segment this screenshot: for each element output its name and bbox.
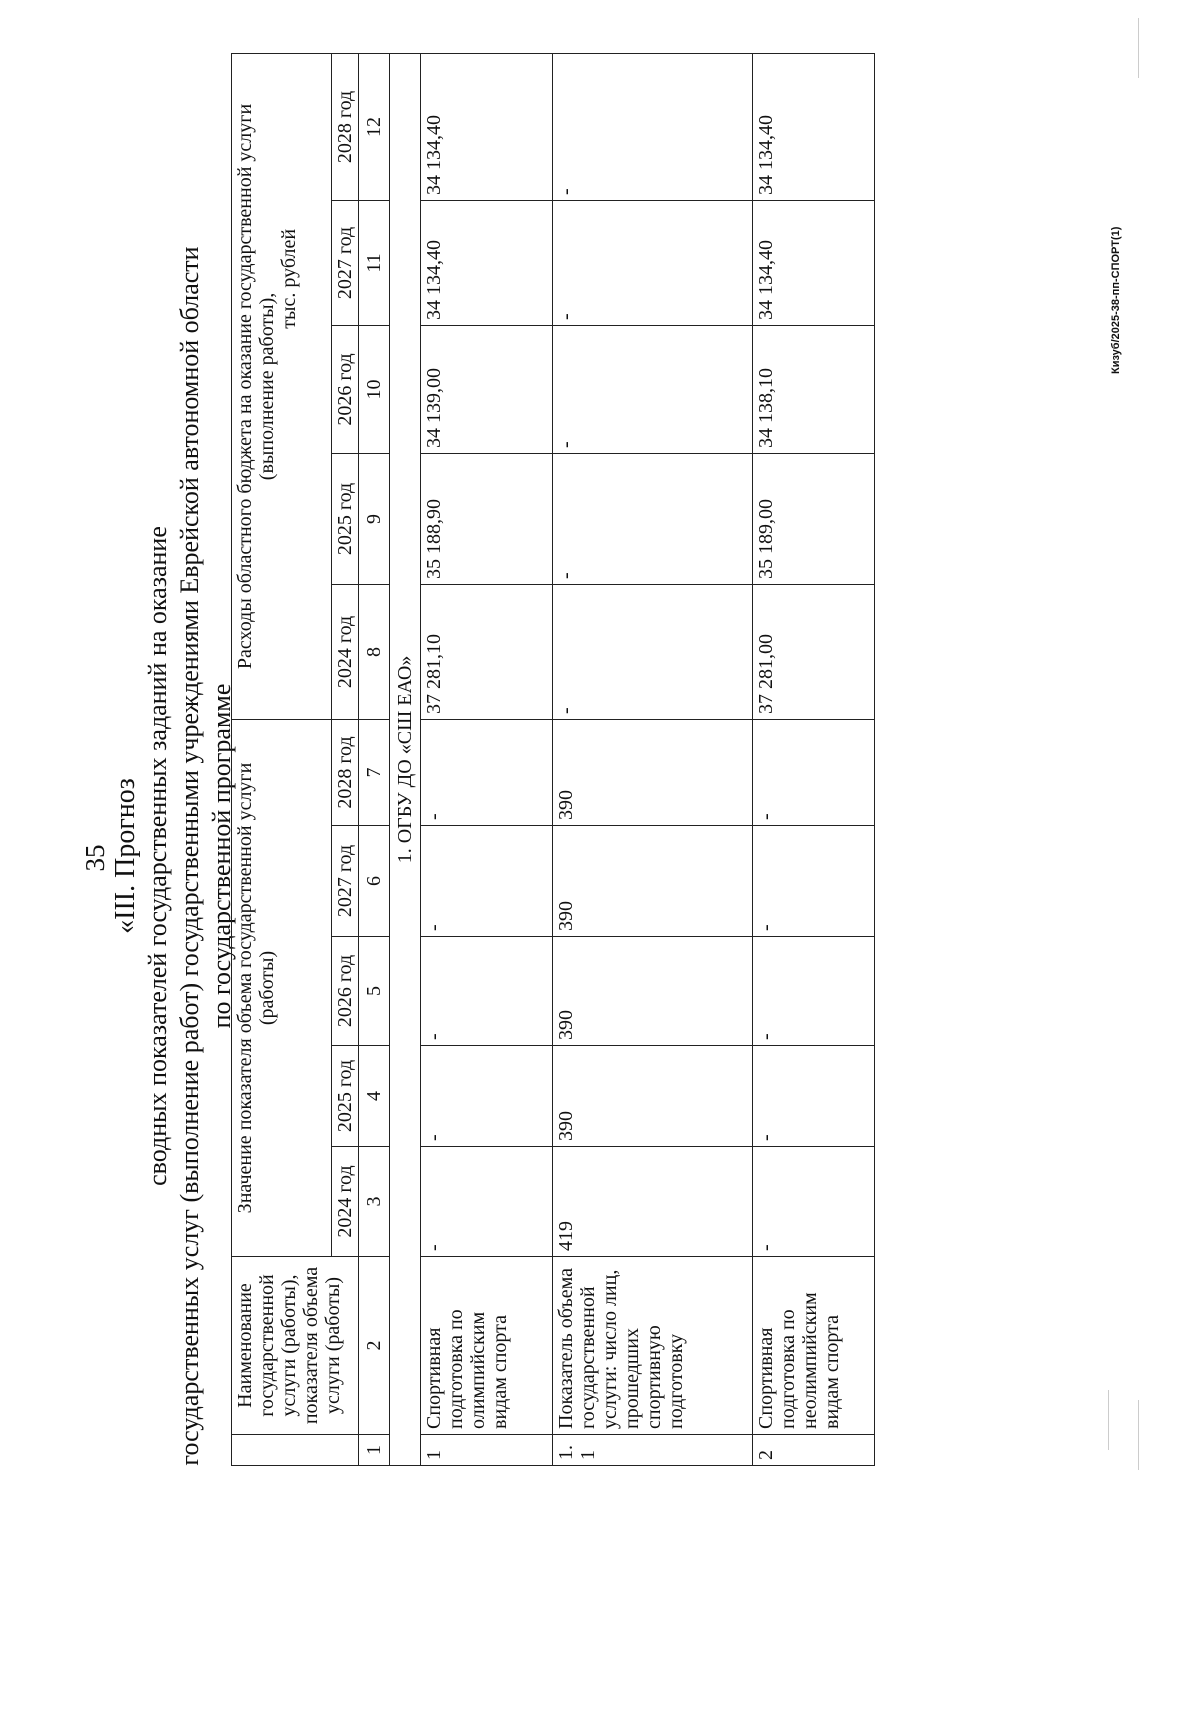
value-cell: 34 138,10 — [753, 325, 875, 453]
table-row — [553, 53, 753, 1465]
value-cell: 34 134,40 — [421, 200, 553, 325]
column-number: 8 — [359, 584, 390, 719]
scan-mark — [1108, 1390, 1109, 1450]
value-cell: 390 — [553, 826, 753, 937]
row-name: Спортивная подготовка по неолимпийским видам спорта — [753, 1257, 875, 1435]
title-line: по государственной программе — [207, 683, 236, 1029]
value-cell: - — [753, 1046, 875, 1147]
column-number-row — [359, 53, 390, 1465]
year-cell: 2024 год — [332, 584, 359, 719]
value-cell: - — [553, 53, 753, 200]
year-cell: 2027 год — [332, 826, 359, 937]
column-number: 9 — [359, 453, 390, 584]
value-cell: 390 — [553, 937, 753, 1046]
value-cell: - — [421, 826, 553, 937]
year-cell: 2028 год — [332, 719, 359, 825]
title-line: сводных показателей государственных заданий на оказание — [143, 526, 172, 1186]
column-number: 4 — [359, 1046, 390, 1147]
header-row — [232, 53, 332, 1465]
scan-mark — [1138, 18, 1139, 78]
column-number: 2 — [359, 1257, 390, 1435]
year-cell: 2026 год — [332, 937, 359, 1046]
header-cell-num — [232, 1435, 359, 1466]
value-cell: 34 134,40 — [421, 53, 553, 200]
value-cell: - — [753, 719, 875, 825]
row-name: Показатель объема государственной услуги: число лиц, прошедших спортивную подготовку — [553, 1257, 753, 1435]
row-number: 2 — [753, 1435, 875, 1466]
value-cell: - — [553, 325, 753, 453]
value-cell: - — [421, 937, 553, 1046]
forecast-table — [231, 53, 875, 1466]
column-number: 7 — [359, 719, 390, 825]
value-cell: 37 281,10 — [421, 584, 553, 719]
header-cell-name: Наименование государственной услуги (работы), показателя объема услуги (работы) — [232, 1257, 359, 1435]
page-number: 35 — [80, 844, 110, 872]
row-number: 1.1 — [553, 1435, 753, 1466]
year-cell: 2024 год — [332, 1147, 359, 1257]
table-row — [753, 53, 875, 1465]
expense-unit: тыс. рублей — [278, 228, 300, 329]
header-cell-expense — [232, 53, 332, 719]
group-row — [390, 53, 421, 1465]
value-cell: 34 134,40 — [753, 53, 875, 200]
value-cell: 37 281,00 — [753, 584, 875, 719]
column-number: 12 — [359, 53, 390, 200]
column-number: 5 — [359, 937, 390, 1046]
section-title — [110, 136, 238, 1576]
value-cell: 419 — [553, 1147, 753, 1257]
expense-label: Расходы областного бюджета на оказание государственной услуги (выполнение работы), — [234, 103, 278, 670]
value-cell: - — [421, 1147, 553, 1257]
value-cell: 35 188,90 — [421, 453, 553, 584]
group-title: 1. ОГБУ ДО «СШ ЕАО» — [390, 53, 421, 1465]
header-years-row — [332, 53, 359, 1465]
column-number: 10 — [359, 325, 390, 453]
value-cell: 34 139,00 — [421, 325, 553, 453]
value-cell: - — [753, 826, 875, 937]
value-cell: 34 134,40 — [753, 200, 875, 325]
table-row — [421, 53, 553, 1465]
year-cell: 2027 год — [332, 200, 359, 325]
row-number: 1 — [421, 1435, 553, 1466]
value-cell: - — [753, 937, 875, 1046]
year-cell: 2026 год — [332, 325, 359, 453]
value-cell: - — [421, 719, 553, 825]
column-number: 11 — [359, 200, 390, 325]
year-cell: 2025 год — [332, 453, 359, 584]
year-cell: 2028 год — [332, 53, 359, 200]
header-cell-volume: Значение показателя объема государственной услуги (работы) — [232, 719, 332, 1256]
title-line: государственных услуг (выполнение работ) государственными учреждениями Еврейской автономной области — [175, 246, 204, 1466]
value-cell: - — [553, 453, 753, 584]
value-cell: - — [553, 584, 753, 719]
column-number: 6 — [359, 826, 390, 937]
value-cell: 390 — [553, 1046, 753, 1147]
year-cell: 2025 год — [332, 1046, 359, 1147]
column-number: 3 — [359, 1147, 390, 1257]
title-line: «III. Прогноз — [110, 778, 141, 934]
row-name: Спортивная подготовка по олимпийским видам спорта — [421, 1257, 553, 1435]
value-cell: - — [421, 1046, 553, 1147]
column-number: 1 — [359, 1435, 390, 1466]
document-code: Кизуб/2025-38-пп-СПОРТ(1) — [1110, 226, 1122, 374]
value-cell: - — [753, 1147, 875, 1257]
scan-mark — [1138, 1400, 1139, 1470]
value-cell: 390 — [553, 719, 753, 825]
value-cell: - — [553, 200, 753, 325]
value-cell: 35 189,00 — [753, 453, 875, 584]
